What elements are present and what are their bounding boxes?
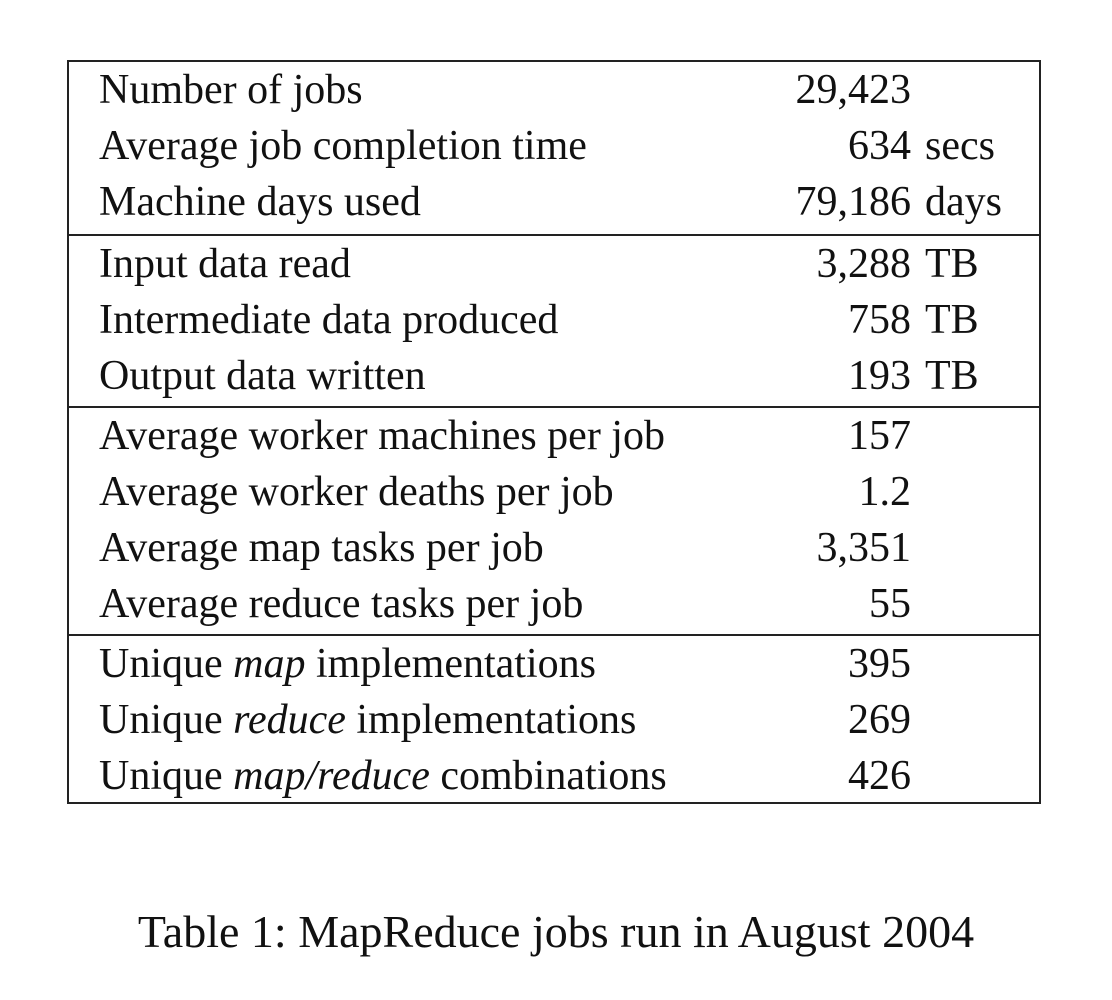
row-unit: secs: [925, 123, 995, 169]
row-value: 3,351: [816, 525, 911, 571]
row-value: 157: [848, 413, 911, 459]
row-value: 29,423: [795, 67, 911, 113]
row-unit: TB: [925, 353, 979, 399]
table-row: [69, 636, 1039, 692]
row-value: 55: [869, 581, 911, 627]
stats-table: [67, 60, 1041, 804]
table-group-data: [69, 234, 1039, 408]
row-unit: days: [925, 179, 1002, 225]
table-group-jobs: [69, 62, 1039, 234]
table-row: [69, 692, 1039, 748]
table-caption: Table 1: MapReduce jobs run in August 2004: [137, 906, 975, 957]
row-label: Unique map/reduce combinations: [99, 753, 667, 799]
row-value: 426: [848, 753, 911, 799]
table-row: [69, 62, 1039, 118]
table-row: [69, 408, 1039, 464]
row-label: Average job completion time: [99, 123, 587, 169]
table-row: [69, 348, 1039, 404]
row-label: Unique reduce implementations: [99, 697, 637, 743]
row-label: Average map tasks per job: [99, 525, 544, 571]
row-label: Input data read: [99, 241, 351, 287]
row-label: Average worker machines per job: [99, 413, 665, 459]
table-row: [69, 174, 1039, 230]
row-value: 3,288: [816, 241, 911, 287]
table-row: [69, 292, 1039, 348]
row-value: 634: [848, 123, 911, 169]
row-value: 758: [848, 297, 911, 343]
row-label: Average reduce tasks per job: [99, 581, 584, 627]
row-unit: TB: [925, 297, 979, 343]
row-unit: TB: [925, 241, 979, 287]
row-value: 395: [848, 641, 911, 687]
table-row: [69, 464, 1039, 520]
table-row: [69, 576, 1039, 632]
row-value: 269: [848, 697, 911, 743]
table-group-implementations: [69, 634, 1039, 804]
row-label: Intermediate data produced: [99, 297, 559, 343]
row-value: 193: [848, 353, 911, 399]
table-group-workers: [69, 406, 1039, 636]
row-value: 1.2: [858, 469, 911, 515]
row-label: Unique map implementations: [99, 641, 596, 687]
row-label: Number of jobs: [99, 67, 363, 113]
table-row: [69, 236, 1039, 292]
table-row: [69, 118, 1039, 174]
row-label: Output data written: [99, 353, 426, 399]
row-label: Average worker deaths per job: [99, 469, 614, 515]
table-row: [69, 748, 1039, 804]
row-label: Machine days used: [99, 179, 421, 225]
table-row: [69, 520, 1039, 576]
row-value: 79,186: [795, 179, 911, 225]
